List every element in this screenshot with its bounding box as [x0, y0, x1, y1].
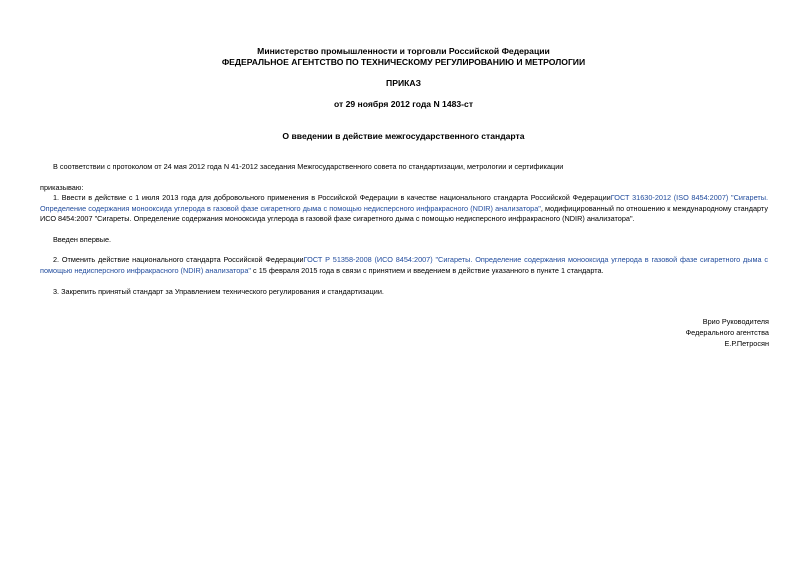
item-2-text-after: с 15 февраля 2015 года в связи с принятием и введением в действие указанного в пункте 1 стандарта. [251, 265, 604, 275]
item-3-paragraph: 3. Закрепить принятый стандарт за Управлением технического регулирования и стандартизации. [53, 287, 384, 296]
gost-r-51358-2008-link[interactable]: ГОСТ Р 51358-2008 (ИСО 8454:2007) "Сигареты. Определение содержания монооксида углерода в газовой фазе сигаретного дыма с помощью недисперсного инфракрасного (NDIR) анализатора" [40, 255, 769, 275]
item-2-text-before: 2. Отменить действие национального стандарта Российской Федерации [53, 255, 304, 264]
document-date: от 29 ноября 2012 года N 1483-ст [333, 99, 474, 109]
agency-name: ФЕДЕРАЛЬНОЕ АГЕНТСТВО ПО ТЕХНИЧЕСКОМУ РЕГУЛИРОВАНИЮ И МЕТРОЛОГИИ [221, 57, 586, 67]
item-1-text-after: , модифицированный по отношению к международному стандарту ИСО 8454:2007 "Сигареты. Определение содержания монооксида углерода в газовой фазе сигаретного дыма с помощью недисперсного инфракрасного (NDIR) анализатора". [40, 203, 769, 223]
signature-agency: Федерального агентства [685, 328, 769, 337]
gost-31630-2012-link[interactable]: ГОСТ 31630-2012 (ISO 8454:2007) "Сигареты. Определение содержания монооксида углерода в газовой фазе сигаретного дыма с помощью недисперсного инфракрасного (NDIR) анализатора" [40, 193, 768, 213]
signature-title: Врио Руководителя [702, 317, 769, 326]
item-2-paragraph [40, 255, 768, 276]
item-1-text-before: 1. Ввести в действие с 1 июля 2013 года для добровольного применения в Российской Федерации в качестве национального стандарта Российской Федерации [53, 193, 611, 202]
preamble-text: В соответствии с протоколом от 24 мая 2012 года N 41-2012 заседания Межгосударственного совета по стандартизации, метрологии и сертификации [53, 162, 564, 171]
ministry-name: Министерство промышленности и торговли Российской Федерации [257, 46, 550, 56]
order-word: приказываю: [40, 183, 84, 192]
introduced-first-note: Введен впервые. [53, 235, 112, 244]
signature-name: Е.Р.Петросян [724, 339, 769, 348]
item-1-paragraph [40, 193, 768, 225]
document-subject: О введении в действие межгосударственного стандарта [282, 131, 525, 141]
document-type: ПРИКАЗ [386, 78, 421, 88]
